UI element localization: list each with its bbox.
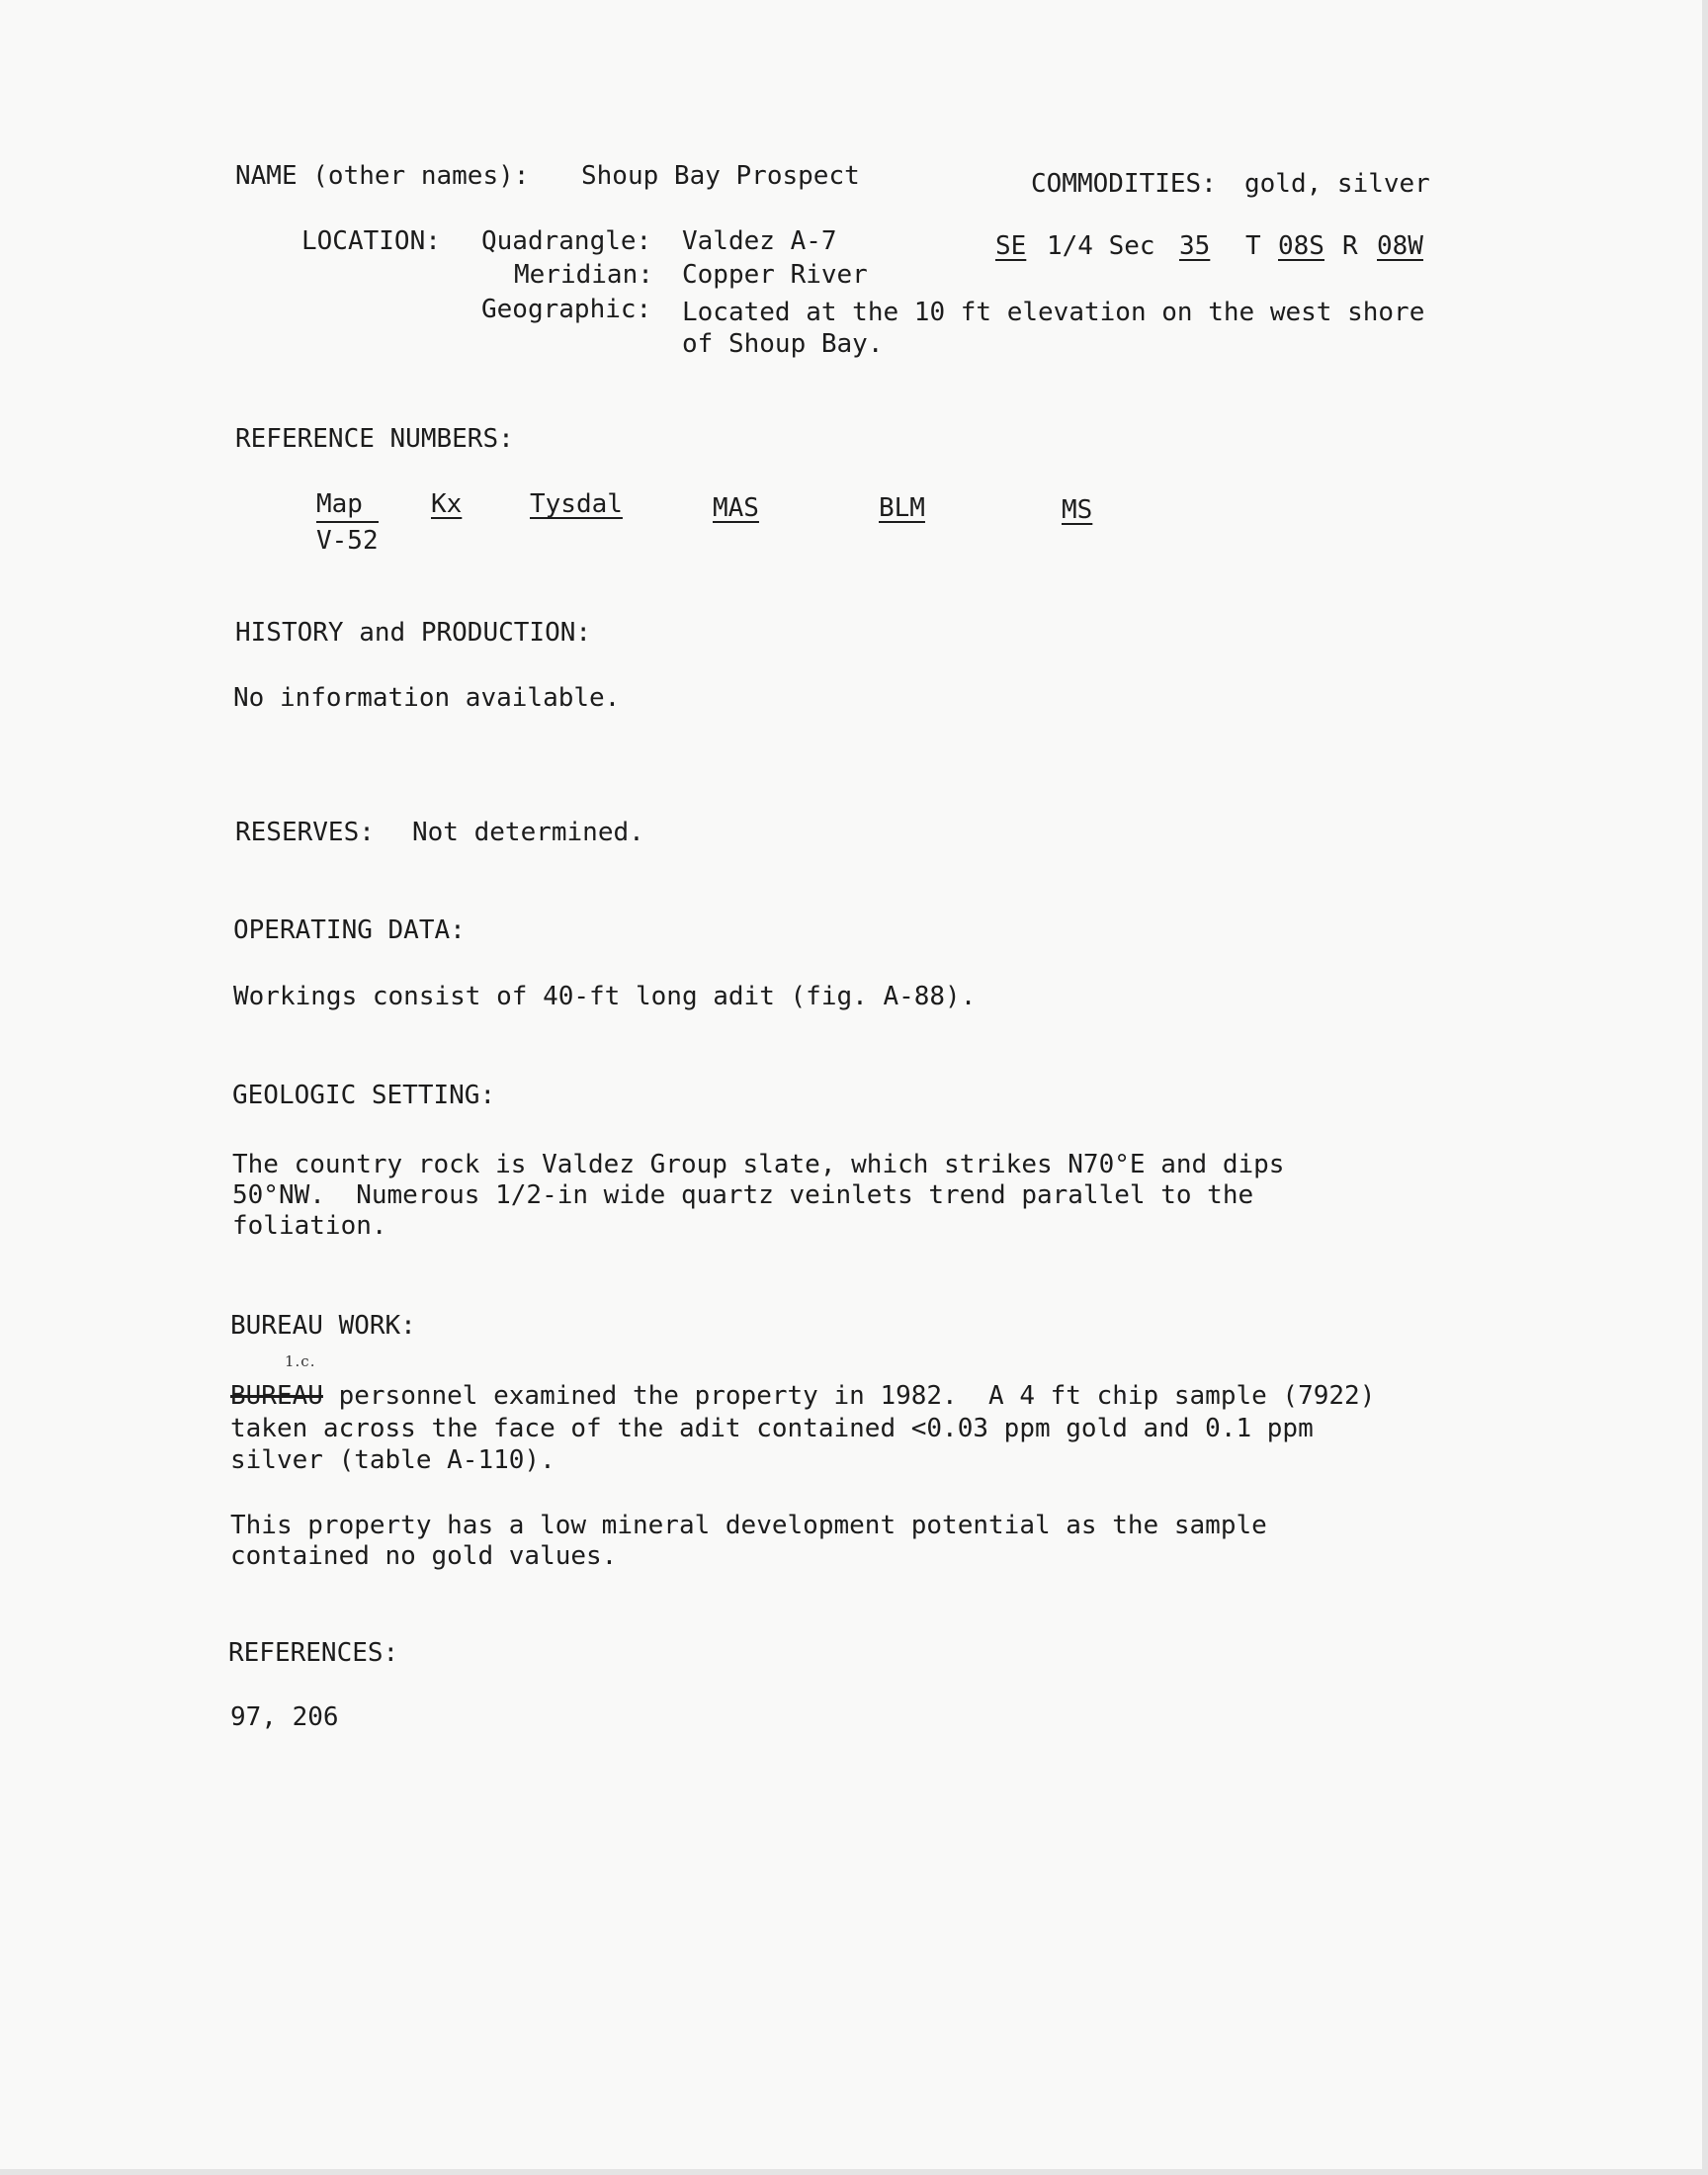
handwritten-note: 1.c. — [285, 1352, 316, 1370]
history-text: No information available. — [233, 683, 621, 713]
township-label: T — [1245, 231, 1261, 261]
quadrangle-label: Quadrangle: — [481, 226, 652, 256]
commodities-value: gold, silver — [1244, 169, 1430, 199]
bureau-line-3: silver (table A-110). — [230, 1445, 555, 1475]
bureau-paragraph-2-line-2: contained no gold values. — [230, 1541, 618, 1571]
bureau-work-heading: BUREAU WORK: — [230, 1311, 416, 1341]
scan-edge-right — [1702, 0, 1708, 2175]
quadrangle-value: Valdez A-7 — [682, 226, 837, 256]
operating-data-text: Workings consist of 40-ft long adit (fig. A-88). — [233, 982, 977, 1011]
range-value: 08W — [1377, 231, 1423, 261]
references-text: 97, 206 — [230, 1702, 339, 1732]
location-label: LOCATION: — [301, 226, 441, 256]
map-value: V-52 — [316, 526, 379, 556]
bureau-line-2: taken across the face of the adit contained <0.03 ppm gold and 0.1 ppm — [230, 1414, 1314, 1443]
meridian-label: Meridian: — [514, 260, 653, 290]
tysdal-label: Tysdal — [530, 489, 623, 519]
history-heading: HISTORY and PRODUCTION: — [235, 618, 592, 648]
ms-label: MS — [1062, 495, 1093, 525]
geographic-line-2: of Shoup Bay. — [682, 329, 884, 359]
mas-label: MAS — [713, 493, 759, 523]
operating-data-heading: OPERATING DATA: — [233, 915, 466, 945]
geologic-line-3: foliation. — [232, 1211, 387, 1241]
bureau-paragraph-2-line-1: This property has a low mineral development potential as the sample — [230, 1511, 1267, 1540]
geographic-line-1: Located at the 10 ft elevation on the west shore — [682, 298, 1425, 327]
quarter-suffix: 1/4 Sec — [1047, 231, 1155, 261]
reserves-text: Not determined. — [412, 818, 644, 847]
geologic-setting-heading: GEOLOGIC SETTING: — [232, 1081, 496, 1110]
section-number: 35 — [1179, 231, 1211, 261]
range-label: R — [1342, 231, 1358, 261]
quarter-section: SE — [995, 231, 1027, 261]
meridian-value: Copper River — [682, 260, 868, 290]
geographic-label: Geographic: — [481, 295, 652, 324]
map-label: Map — [316, 488, 379, 523]
map-reference — [316, 488, 379, 557]
bureau-line-1 — [230, 1380, 1375, 1412]
commodities-label: COMMODITIES: — [1031, 169, 1217, 199]
bureau-line-1-text: personnel examined the property in 1982. A 4 ft chip sample (7922) — [322, 1381, 1376, 1411]
prospect-name: Shoup Bay Prospect — [581, 161, 860, 191]
blm-label: BLM — [879, 493, 925, 523]
struck-word: BUREAU — [230, 1381, 323, 1411]
name-label: NAME (other names): — [235, 161, 530, 191]
geologic-line-2: 50°NW. Numerous 1/2-in wide quartz veinlets trend parallel to the — [232, 1180, 1254, 1210]
reserves-heading: RESERVES: — [235, 818, 375, 847]
reference-numbers-heading: REFERENCE NUMBERS: — [235, 424, 514, 454]
scan-edge-bottom — [0, 2169, 1708, 2175]
township-value: 08S — [1278, 231, 1324, 261]
geologic-line-1: The country rock is Valdez Group slate, which strikes N70°E and dips — [232, 1150, 1285, 1179]
references-heading: REFERENCES: — [228, 1638, 399, 1668]
kx-label: Kx — [431, 489, 463, 519]
